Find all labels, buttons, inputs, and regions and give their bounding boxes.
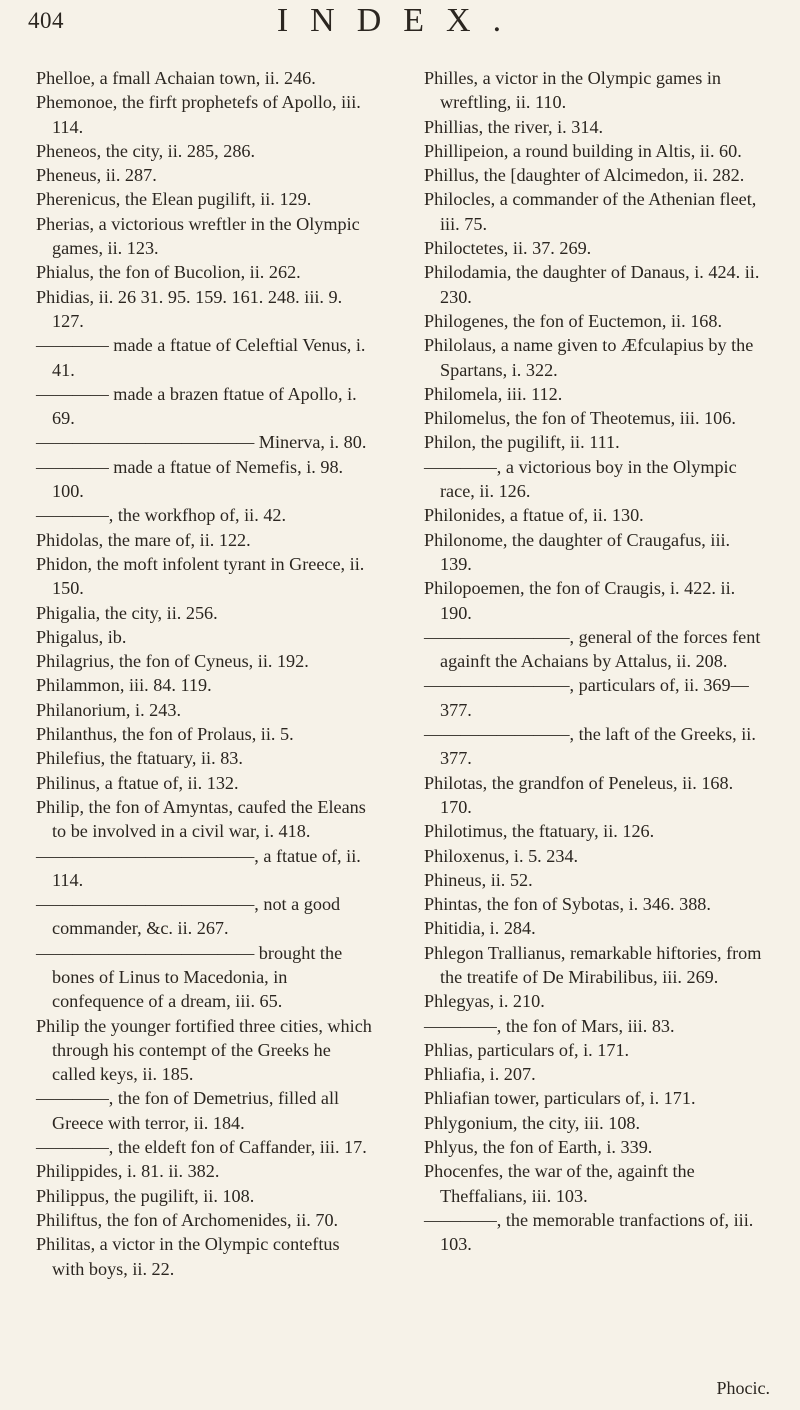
index-entry: ———— made a brazen ftatue of Apollo, i. 69.: [36, 383, 357, 429]
page-number: 404: [28, 8, 64, 33]
index-entry: Phineus, ii. 52.: [424, 869, 533, 890]
index-entry: Philitas, a victor in the Olympic conteftus with boys, ii. 22.: [36, 1234, 340, 1279]
index-entry: Pheneus, ii. 287.: [36, 165, 157, 186]
index-entry: ————, a victorious boy in the Olympic race, ii. 126.: [424, 456, 737, 502]
index-entry: Phitidia, i. 284.: [424, 918, 536, 939]
index-entry: Phigalia, the city, ii. 256.: [36, 602, 218, 623]
index-entry: ————, the fon of Demetrius, filled all Greece with terror, ii. 184.: [36, 1088, 340, 1133]
index-entry: Philonome, the daughter of Craugafus, iii. 139.: [424, 529, 731, 574]
index-entry: Philonides, a ftatue of, ii. 130.: [424, 505, 644, 526]
index-entry: Philogenes, the fon of Euctemon, ii. 168.: [424, 310, 723, 331]
index-entry: ————————, the laft of the Greeks, ii. 377.: [424, 724, 756, 769]
index-entry: Phemonoe, the firft prophetefs of Apollo, iii. 114.: [36, 92, 361, 137]
index-entry: Philanorium, i. 243.: [36, 699, 181, 720]
index-entry: ————, the memorable tranfactions of, iii. 103.: [424, 1209, 754, 1255]
index-entry: Philiftus, the fon of Archomenides, ii. 70.: [36, 1209, 339, 1230]
index-entry: Philanthus, the fon of Prolaus, ii. 5.: [36, 724, 294, 745]
index-entry: Philippides, i. 81. ii. 382.: [36, 1161, 220, 1182]
index-entry: Philolaus, a name given to Æfculapius by the Spartans, i. 322.: [424, 335, 754, 380]
catchword: Phocic.: [716, 1378, 770, 1398]
index-entry: Phialus, the fon of Bucolion, ii. 262.: [36, 262, 301, 283]
index-entry: Pheneos, the city, ii. 285, 286.: [36, 140, 256, 161]
index-entry: Phocenfes, the war of the, againft the Theffalians, iii. 103.: [424, 1161, 695, 1206]
index-entry: Phlegon Trallianus, remarkable hiftories, from the treatife of De Mirabilibus, iii. 269.: [424, 942, 762, 987]
index-entry: ———— made a ftatue of Nemefis, i. 98. 100.: [36, 456, 344, 502]
index-entry: Phintas, the fon of Sybotas, i. 346. 388.: [424, 894, 711, 915]
index-entry: Phlyus, the fon of Earth, i. 339.: [424, 1137, 653, 1158]
index-entry: Pherenicus, the Elean pugilift, ii. 129.: [36, 189, 312, 210]
index-entry: Philopoemen, the fon of Craugis, i. 422. ii. 190.: [424, 578, 736, 623]
index-entry: Phidolas, the mare of, ii. 122.: [36, 529, 251, 550]
index-entry: Philippus, the pugilift, ii. 108.: [36, 1185, 255, 1206]
index-entry: Philomelus, the fon of Theotemus, iii. 106.: [424, 408, 736, 429]
index-column-left: [36, 66, 376, 1281]
index-entry: Philon, the pugilift, ii. 111.: [424, 432, 620, 453]
index-entry: Philammon, iii. 84. 119.: [36, 675, 212, 696]
index-entry: ————, the eldeft fon of Caffander, iii. 17.: [36, 1137, 367, 1158]
index-entry: Philoctetes, ii. 37. 269.: [424, 238, 592, 259]
index-entry: Phlegyas, i. 210.: [424, 991, 545, 1012]
index-entry: Phlygonium, the city, iii. 108.: [424, 1112, 641, 1133]
index-entry: Philomela, iii. 112.: [424, 383, 563, 404]
index-entry: Phillus, the [daughter of Alcimedon, ii. 282.: [424, 165, 745, 186]
index-entry: Philinus, a ftatue of, ii. 132.: [36, 772, 239, 793]
index-entry: Pherias, a victorious wreftler in the Olympic games, ii. 123.: [36, 213, 360, 259]
index-entry: Phigalus, ib.: [36, 626, 127, 647]
index-entry: Philotas, the grandfon of Peneleus, ii. 168. 170.: [424, 772, 734, 817]
index-entry: Philefius, the ftatuary, ii. 83.: [36, 748, 243, 769]
index-entry: Phliafia, i. 207.: [424, 1064, 536, 1085]
index-entry: ———————————— Minerva, i. 80.: [36, 432, 367, 453]
index-entry: ———— made a ftatue of Celeftial Venus, i. 41.: [36, 335, 366, 380]
index-entry: Philip, the fon of Amyntas, caufed the Eleans to be involved in a civil war, i. 418.: [36, 796, 366, 842]
index-entry: Phidon, the moft infolent tyrant in Greece, ii. 150.: [36, 553, 365, 599]
index-entry: Philoxenus, i. 5. 234.: [424, 845, 579, 866]
index-entry: Philocles, a commander of the Athenian fleet, iii. 75.: [424, 189, 757, 234]
index-column-right: [424, 66, 764, 1257]
index-entry: Phelloe, a fmall Achaian town, ii. 246.: [36, 68, 316, 88]
running-head: INDEX.: [276, 2, 524, 39]
index-entry: ————————————, a ftatue of, ii. 114.: [36, 845, 361, 890]
index-entry: ———————————— brought the bones of Linus to Macedonia, in confequence of a dream, iii. 65.: [36, 942, 343, 1012]
index-entry: Phillias, the river, i. 314.: [424, 116, 604, 137]
index-entry: ————, the fon of Mars, iii. 83.: [424, 1015, 675, 1036]
index-entry: Philagrius, the fon of Cyneus, ii. 192.: [36, 651, 309, 672]
index-entry: ————————, particulars of, ii. 369—377.: [424, 675, 749, 720]
index-entry: Philip the younger fortified three cities, which through his contempt of the Greeks he called keys, ii. 185.: [36, 1015, 372, 1085]
index-entry: ————————————, not a good commander, &c. ii. 267.: [36, 894, 341, 939]
index-entry: ————, the workfhop of, ii. 42.: [36, 505, 287, 526]
index-entry: Philotimus, the ftatuary, ii. 126.: [424, 821, 655, 842]
index-entry: Philodamia, the daughter of Danaus, i. 424. ii. 230.: [424, 262, 760, 307]
index-entry: Phliafian tower, particulars of, i. 171.: [424, 1088, 696, 1109]
index-entry: Philles, a victor in the Olympic games in wreftling, ii. 110.: [424, 68, 722, 113]
index-entry: Phlias, particulars of, i. 171.: [424, 1039, 630, 1060]
index-entry: ————————, general of the forces fent againft the Achaians by Attalus, ii. 208.: [424, 626, 761, 672]
index-entry: Phillipeion, a round building in Altis, ii. 60.: [424, 140, 742, 161]
index-entry: Phidias, ii. 26 31. 95. 159. 161. 248. iii. 9. 127.: [36, 286, 343, 331]
